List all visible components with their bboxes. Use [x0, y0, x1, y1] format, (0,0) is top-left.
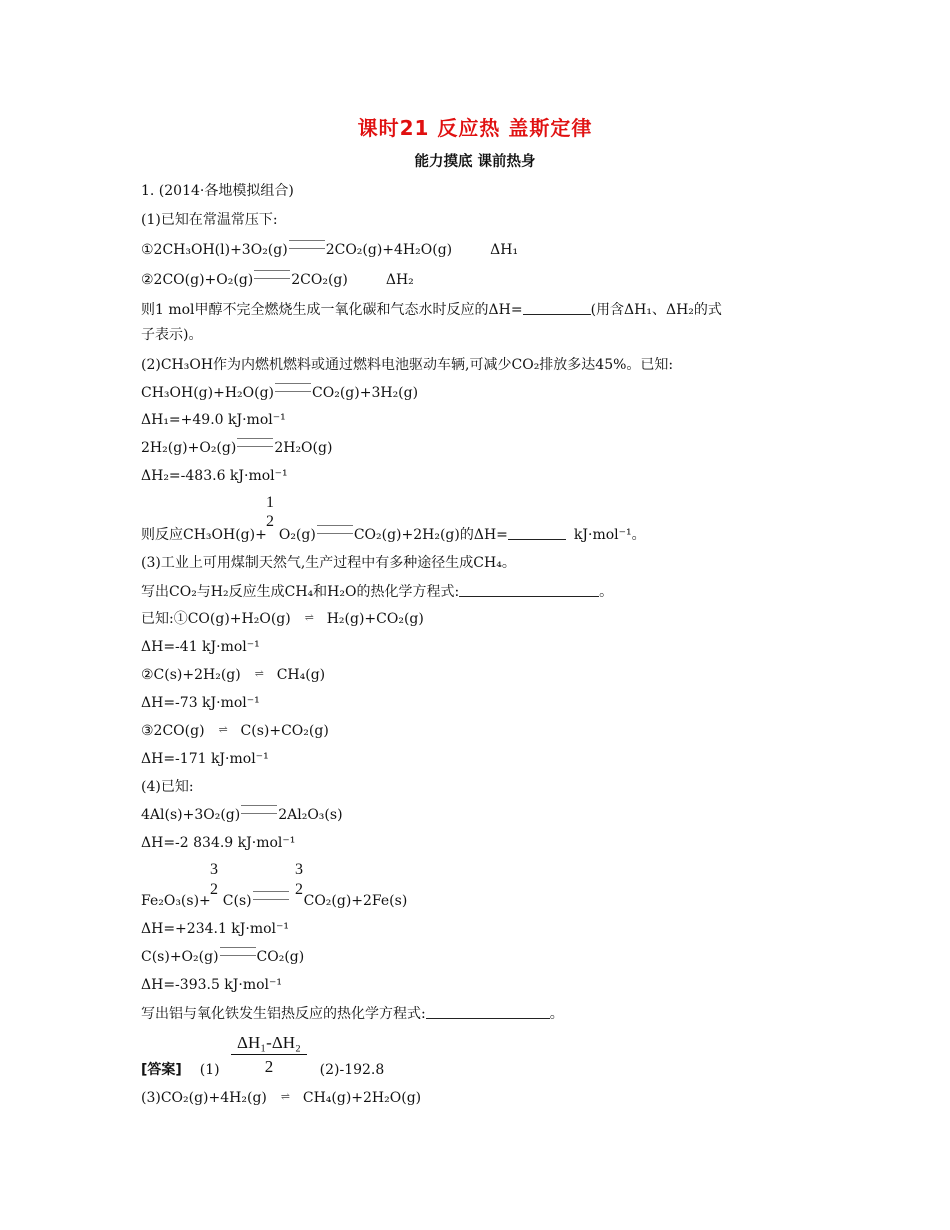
equals-sign — [289, 240, 325, 249]
answer-blank[interactable] — [508, 524, 566, 540]
fraction-denominator: 2 — [210, 881, 218, 898]
part3-dh1: ΔH=-41 kJ·mol⁻¹ — [141, 639, 260, 655]
part1-question-cont: 子表示)。 — [141, 327, 203, 343]
part4-dh2: ΔH=+234.1 kJ·mol⁻¹ — [141, 921, 290, 937]
part4-equation-2: Fe₂O₃(s)+ C(s) CO₂(g)+2Fe(s) — [141, 893, 408, 909]
question-header: 1. (2014·各地模拟组合) — [141, 183, 294, 199]
part3-dh3: ΔH=-171 kJ·mol⁻¹ — [141, 751, 269, 767]
reversible-arrow-icon: ⇌ — [254, 667, 263, 680]
reversible-arrow-icon: ⇌ — [304, 611, 313, 624]
part3-dh2: ΔH=-73 kJ·mol⁻¹ — [141, 695, 260, 711]
part4-question: 写出铝与氧化铁发生铝热反应的热化学方程式: 。 — [141, 1003, 564, 1024]
equals-sign — [220, 947, 256, 956]
part4-intro: (4)已知: — [141, 779, 194, 795]
part1-question: 则1 mol甲醇不完全燃烧生成一氧化碳和气态水时反应的ΔH= (用含ΔH₁、ΔH₂的式 — [141, 299, 722, 320]
reversible-arrow-icon: ⇌ — [280, 1090, 289, 1103]
part3-question: 写出CO₂与H₂反应生成CH₄和H₂O的热化学方程式: 。 — [141, 581, 613, 602]
part2-intro: (2)CH₃OH作为内燃机燃料或通过燃料电池驱动车辆,可减少CO₂排放多达45%。已知: — [141, 357, 674, 373]
page-subtitle: 能力摸底 课前热身 — [414, 154, 536, 170]
answer-3: (3)CO₂(g)+4H₂(g) ⇌ CH₄(g)+2H₂O(g) — [141, 1090, 422, 1106]
part1-intro: (1)已知在常温常压下: — [141, 212, 278, 228]
fraction-denominator: 2 — [295, 881, 303, 898]
reversible-arrow-icon: ⇌ — [218, 723, 227, 736]
part3-equation-3: ③2CO(g) ⇌ C(s)+CO₂(g) — [141, 723, 329, 739]
part1-equation-2: ②2CO(g)+O₂(g) 2CO₂(g) ΔH₂ — [141, 272, 414, 288]
part1-equation-1: ①2CH₃OH(l)+3O₂(g) 2CO₂(g)+4H₂O(g) ΔH₁ — [141, 242, 519, 258]
part4-dh3: ΔH=-393.5 kJ·mol⁻¹ — [141, 977, 283, 993]
answer-line: [答案] (1) (2)-192.8 — [141, 1062, 385, 1078]
part2-dh2: ΔH₂=-483.6 kJ·mol⁻¹ — [141, 468, 288, 484]
fraction-denominator: 2 — [266, 513, 274, 530]
part4-equation-3: C(s)+O₂(g) CO₂(g) — [141, 949, 305, 965]
equals-sign — [237, 438, 273, 447]
equals-sign — [254, 270, 290, 279]
part2-dh1: ΔH₁=+49.0 kJ·mol⁻¹ — [141, 412, 286, 428]
fraction-numerator: 3 — [295, 861, 303, 878]
equals-sign — [241, 805, 277, 814]
fraction-numerator: 3 — [210, 861, 218, 878]
part3-equation-1: 已知:①CO(g)+H₂O(g) ⇌ H₂(g)+CO₂(g) — [141, 611, 424, 627]
answer-blank[interactable] — [426, 1003, 550, 1019]
equals-sign — [275, 383, 311, 392]
answer-blank[interactable] — [523, 299, 591, 315]
part2-equation-2: 2H₂(g)+O₂(g) 2H₂O(g) — [141, 440, 333, 456]
fraction-numerator: 1 — [266, 494, 274, 511]
part2-equation-1: CH₃OH(g)+H₂O(g) CO₂(g)+3H₂(g) — [141, 385, 419, 401]
part4-dh1: ΔH=-2 834.9 kJ·mol⁻¹ — [141, 835, 296, 851]
answer-label: [答案] — [141, 1062, 182, 1078]
answer-blank[interactable] — [459, 581, 599, 597]
part3-intro: (3)工业上可用煤制天然气,生产过程中有多种途径生成CH₄。 — [141, 555, 516, 571]
equals-sign — [317, 525, 353, 534]
part2-question: 则反应CH₃OH(g)+ O₂(g) CO₂(g)+2H₂(g)的ΔH= kJ·mol⁻¹。 — [141, 524, 646, 545]
part3-equation-2: ②C(s)+2H₂(g) ⇌ CH₄(g) — [141, 667, 326, 683]
page-title: 课时21 反应热 盖斯定律 — [357, 116, 593, 140]
answer-1-fraction: $\frac{\text{ΔH₁-ΔH₂}}{2}$ — [231, 1033, 307, 1077]
equals-sign — [253, 891, 289, 900]
part4-equation-1: 4Al(s)+3O₂(g) 2Al₂O₃(s) — [141, 807, 343, 823]
